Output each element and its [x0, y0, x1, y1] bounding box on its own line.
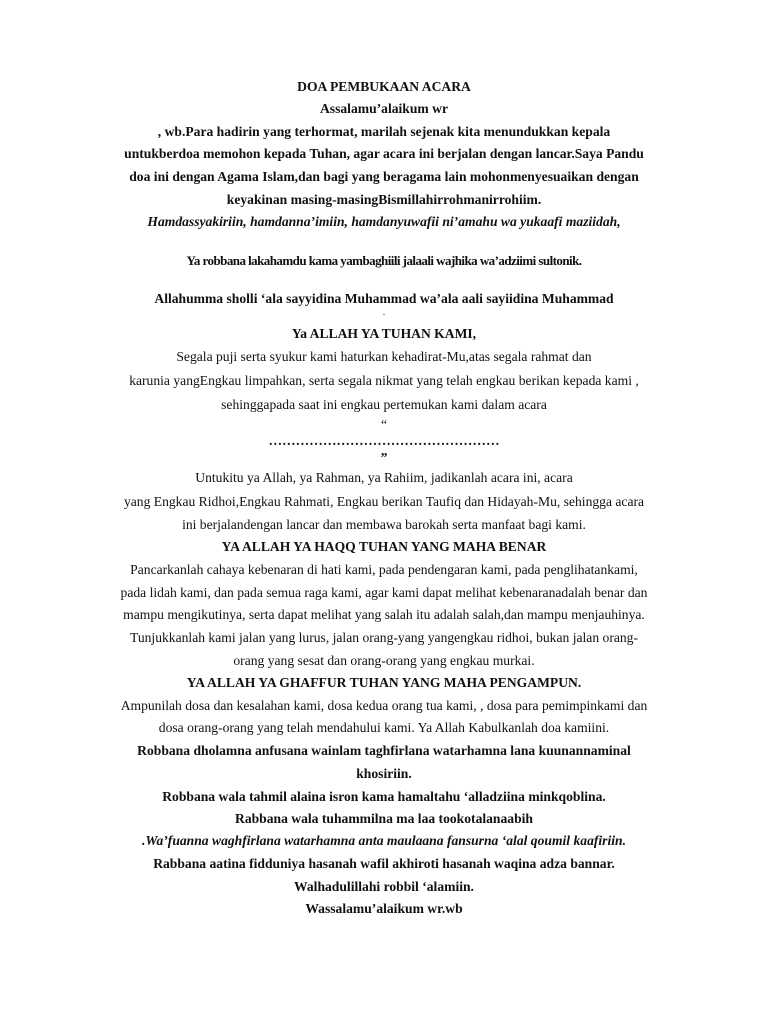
paragraph-3-line-2: pada lidah kami, dan pada semua raga kami, agar kami dapat melihat kebenaranadalah benar dan: [120, 585, 648, 600]
paragraph-2-line-1: Untukitu ya Allah, ya Rahman, ya Rahiim, jadikanlah acara ini, acara: [195, 470, 573, 485]
closing-line-1: Robbana dholamna anfusana wainlam taghfirlana watarhamna lana kuunannaminal: [137, 743, 631, 758]
paragraph-3-line-5: orang yang sesat dan orang-orang yang engkau murkai.: [233, 653, 535, 668]
dots-placeholder: ……………………………………………: [268, 433, 500, 448]
paragraph-3-line-4: Tunjukkanlah kami jalan yang lurus, jalan orang-yang yangengkau ridhoi, bukan jalan orang-: [130, 630, 638, 645]
paragraph-1-line-1: Segala puji serta syukur kami haturkan kehadirat-Mu,atas segala rahmat dan: [176, 349, 592, 364]
paragraph-1-line-2: karunia yangEngkau limpahkan, serta segala nikmat yang telah engkau berikan kepada kami ,: [129, 373, 639, 388]
closing-line-4: Rabbana wala tuhammilna ma laa tookotalanaabih: [235, 811, 533, 826]
closing-end-line-1: Rabbana aatina fidduniya hasanah wafil akhiroti hasanah waqina adza bannar.: [153, 856, 615, 871]
closing-line-2: khosiriin.: [356, 766, 412, 781]
paragraph-1-line-3: sehinggapada saat ini engkau pertemukan kami dalam acara: [221, 397, 547, 412]
closing-italic-line: .Wa’fuanna waghfirlana watarhamna anta maulaana fansurna ‘alal qoumil kaafiriin.: [142, 833, 626, 848]
quote-open: “: [380, 417, 388, 432]
paragraph-4-line-1: Ampunilah dosa dan kesalahan kami, dosa kedua orang tua kami, , dosa para pemimpinkami dan: [120, 698, 648, 713]
sholawat-line: Allahumma sholli ‘ala sayyidina Muhammad wa’ala aali sayiidina Muhammad: [154, 291, 614, 306]
paragraph-2-line-2: yang Engkau Ridhoi,Engkau Rahmati, Engkau berikan Taufiq dan Hidayah-Mu, sehingga acara: [123, 494, 645, 509]
robbana-line: Ya robbana lakahamdu kama yambaghiili jalaali wajhika wa’adziimi sultonik.: [186, 253, 582, 268]
quote-close: ”: [380, 450, 388, 465]
closing-end-line-2: Walhadulillahi robbil ‘alamiin.: [294, 879, 474, 894]
paragraph-3-line-1: Pancarkanlah cahaya kebenaran di hati kami, pada pendengaran kami, pada penglihatankami,: [130, 562, 638, 577]
hamdalah-line: Hamdassyakiriin, hamdanna’imiin, hamdanyuwafii ni’amahu wa yukaafi maziidah,: [147, 214, 621, 229]
intro-line-1: Assalamu’alaikum wr: [319, 101, 449, 116]
paragraph-4-line-2: dosa orang-orang yang telah mendahului kami. Ya Allah Kabulkanlah doa kamiini.: [158, 720, 610, 735]
intro-line-5: keyakinan masing-masingBismillahirrohmanirrohiim.: [226, 192, 542, 207]
heading-ya-allah-ya-tuhan-kami: Ya ALLAH YA TUHAN KAMI,: [291, 326, 477, 341]
page-title: DOA PEMBUKAAN ACARA: [297, 79, 471, 94]
intro-line-3: untukberdoa memohon kepada Tuhan, agar acara ini berjalan dengan lancar.Saya Pandu: [124, 146, 644, 161]
intro-line-2: , wb.Para hadirin yang terhormat, marilah sejenak kita menundukkan kepala: [157, 124, 611, 139]
closing-line-3: Robbana wala tahmil alaina isron kama hamaltahu ‘alladziina minkqoblina.: [162, 789, 606, 804]
paragraph-3-line-3: mampu mengikutinya, serta dapat melihat yang salah itu adalah salah,dan mampu menjauhinya.: [123, 607, 645, 622]
stray-dot: .: [382, 307, 386, 317]
paragraph-2-line-3: ini berjalandengan lancar dan membawa barokah serta manfaat bagi kami.: [182, 517, 586, 532]
heading-ya-allah-ya-ghaffur: YA ALLAH YA GHAFFUR TUHAN YANG MAHA PENGAMPUN.: [186, 675, 582, 690]
heading-ya-allah-ya-haqq: YA ALLAH YA HAQQ TUHAN YANG MAHA BENAR: [221, 539, 547, 554]
intro-line-4: doa ini dengan Agama Islam,dan bagi yang beragama lain mohonmenyesuaikan dengan: [129, 169, 639, 184]
closing-salam-line: Wassalamu’alaikum wr.wb: [305, 901, 463, 916]
